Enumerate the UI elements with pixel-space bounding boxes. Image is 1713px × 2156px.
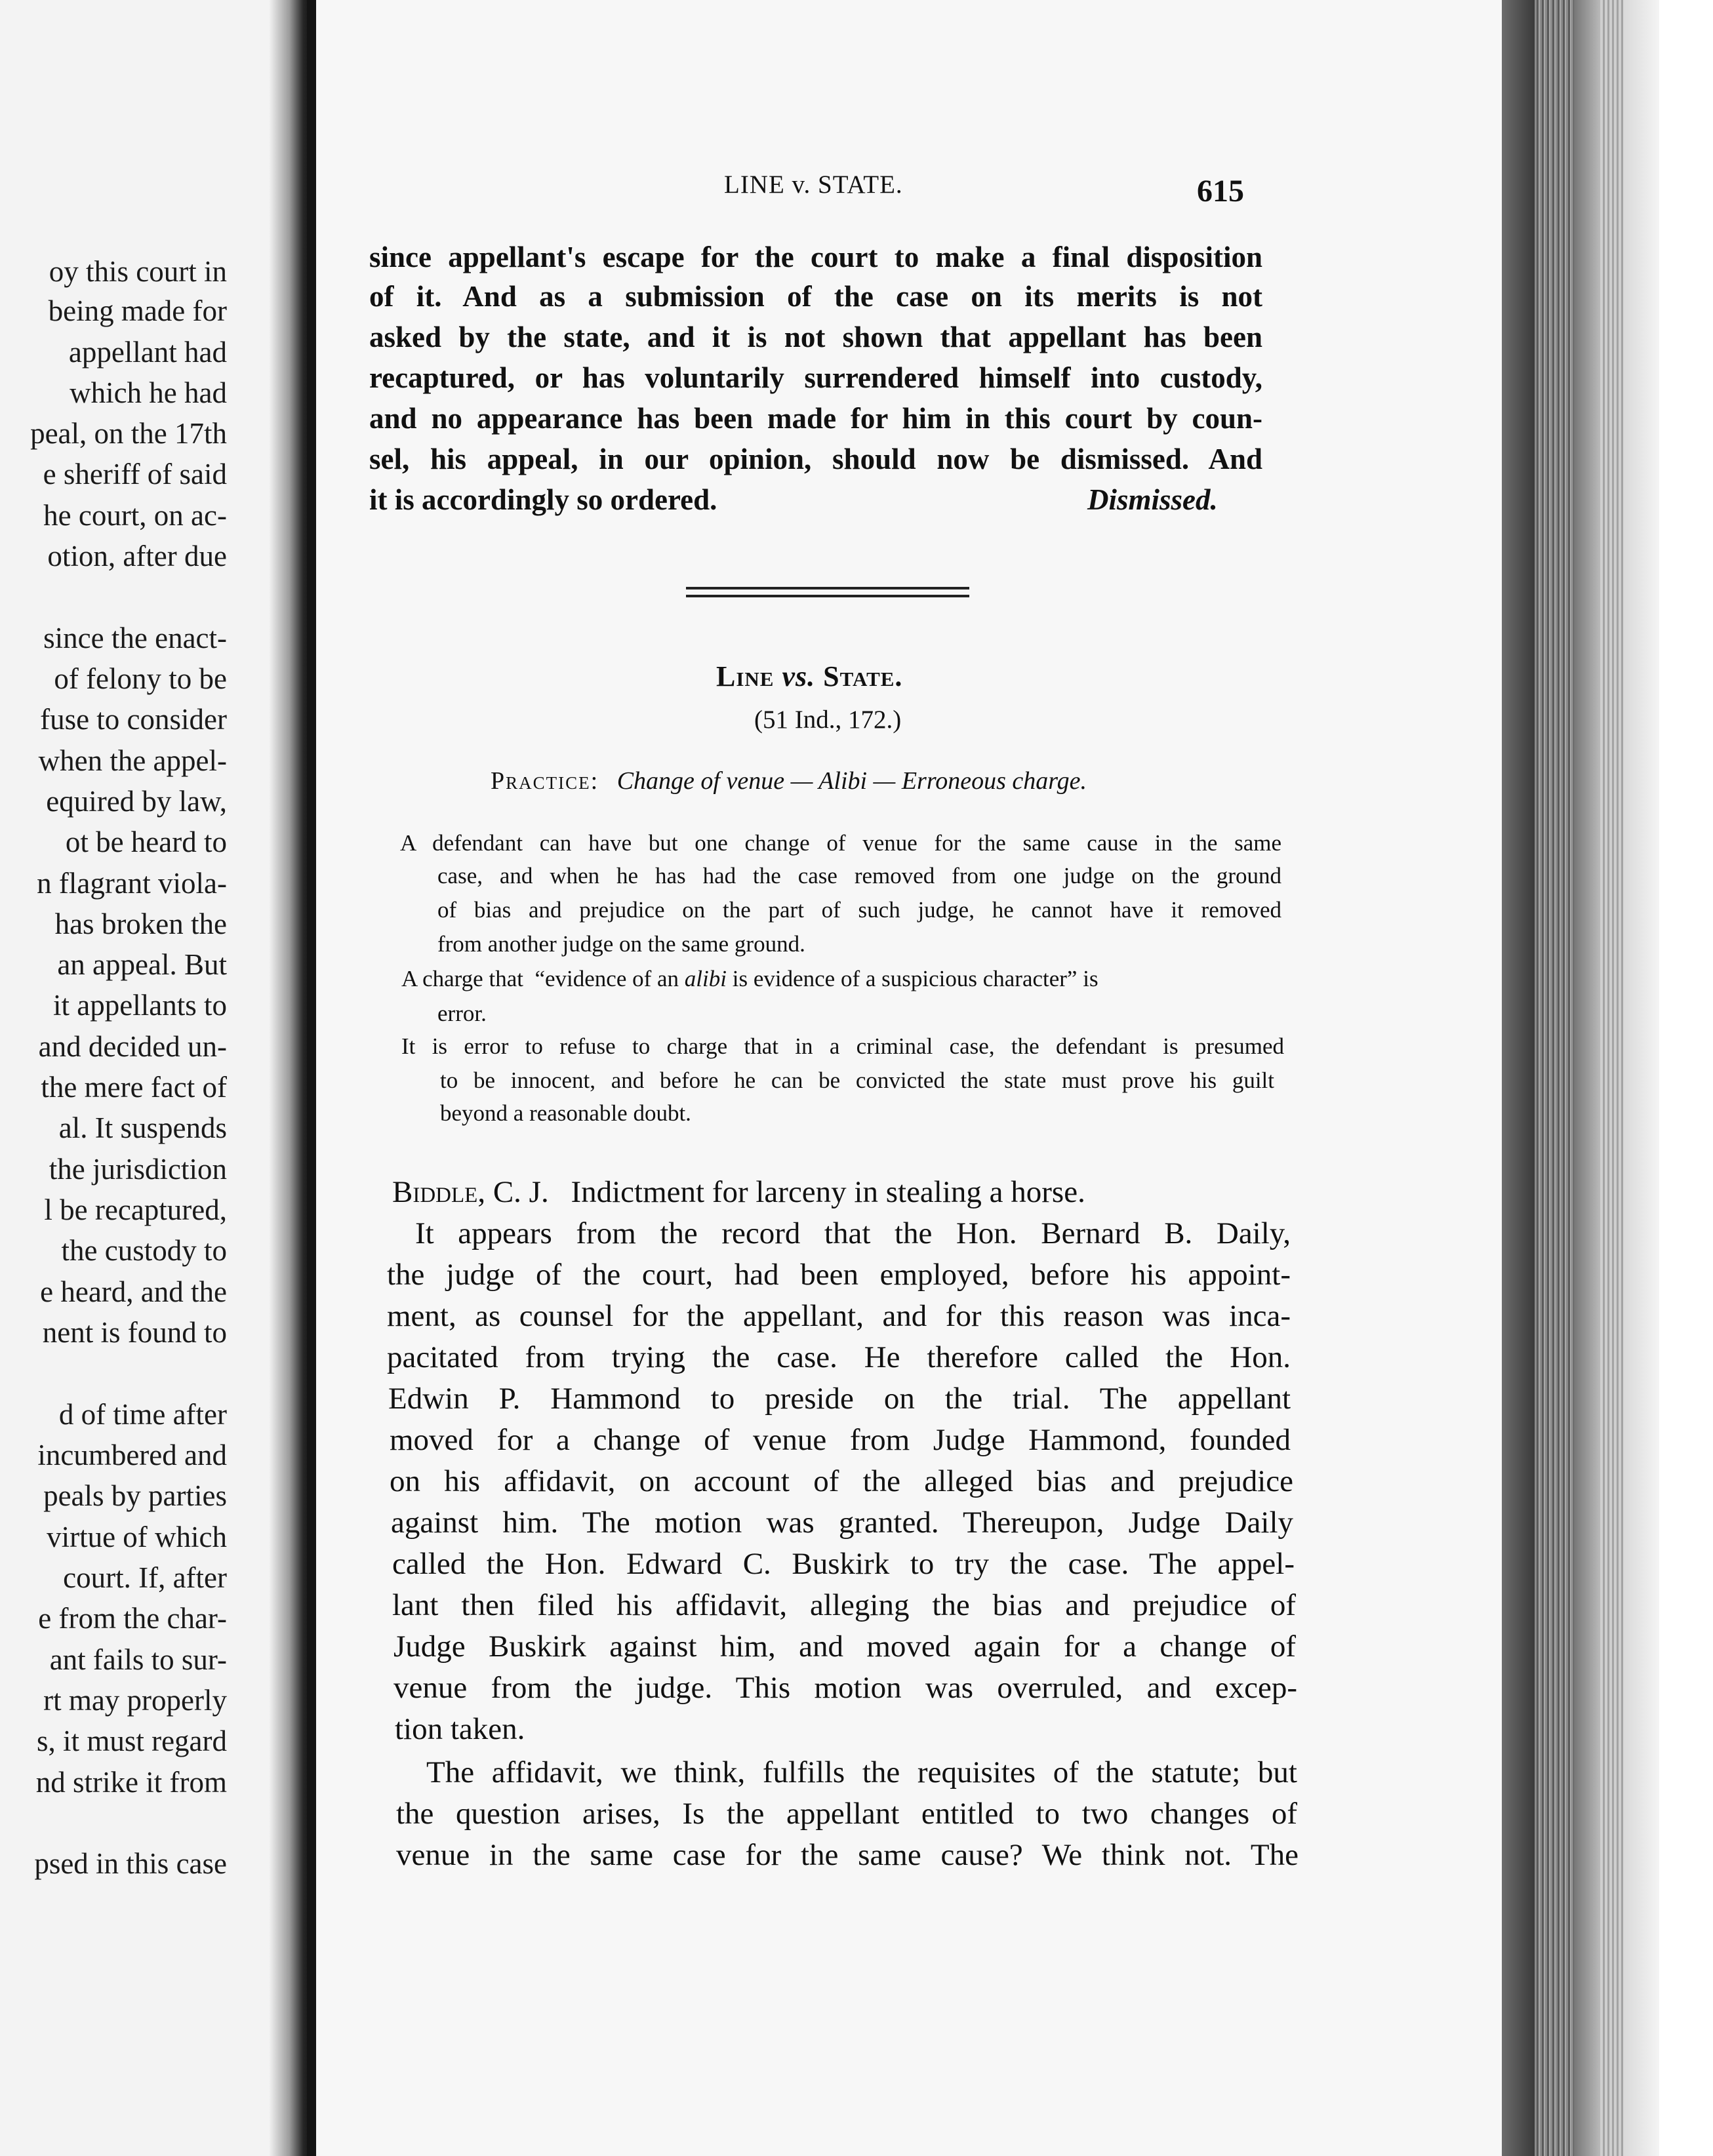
syllabus-line: A defendant can have but one change of venue for the same cause in the same	[400, 830, 1281, 856]
syllabus-line: A charge that “evidence of an alibi is evidence of a suspicious character” is	[401, 966, 1098, 991]
practice-label: Practice:	[491, 767, 599, 795]
text-line: and no appearance has been made for him in this court by coun-	[369, 402, 1262, 435]
running-head: LINE v. STATE.	[724, 170, 903, 199]
opinion-line: venue in the same case for the same cause? We think not. The	[396, 1838, 1299, 1872]
left-page-line: he court, on ac-	[43, 499, 227, 532]
syllabus-line: of bias and prejudice on the part of such judge, he cannot have it removed	[437, 897, 1281, 923]
left-page-line: s, it must regard	[37, 1725, 227, 1757]
syllabus-line: beyond a reasonable doubt.	[440, 1100, 691, 1126]
left-page-line: which he had	[70, 376, 227, 409]
text-line: it is accordingly so ordered.	[369, 483, 717, 516]
opinion-line: It appears from the record that the Hon. Bernard B. Daily,	[415, 1216, 1291, 1250]
left-page-line: being made for	[48, 294, 227, 327]
left-page-line: appellant had	[68, 336, 227, 369]
left-page-line: al. It suspends	[58, 1111, 227, 1144]
left-page-line: since the enact-	[43, 622, 227, 654]
left-page-line: e heard, and the	[40, 1275, 227, 1308]
left-page-line: court. If, after	[63, 1561, 227, 1594]
opinion-line: the question arises, Is the appellant entitled to two changes of	[396, 1797, 1297, 1831]
opinion-line: Judge Buskirk against him, and moved again for a change of	[393, 1629, 1296, 1664]
left-page-line: e sheriff of said	[43, 458, 227, 490]
left-page-line: has broken the	[54, 908, 227, 940]
left-page-line: e from the char-	[38, 1602, 227, 1635]
left-page-line: fuse to consider	[40, 703, 227, 736]
page-number: 615	[1197, 174, 1244, 209]
left-page-line: d of time after	[58, 1398, 227, 1431]
opinion-line: on his affidavit, on account of the alleged bias and prejudice	[390, 1464, 1293, 1498]
left-page-line: peals by parties	[43, 1479, 227, 1512]
left-page-line: rt may properly	[43, 1684, 227, 1717]
left-page-line: peal, on the 17th	[30, 417, 227, 450]
text-line: of it. And as a submission of the case on its merits is not	[369, 280, 1262, 313]
text-line: sel, his appeal, in our opinion, should now be dismissed. And	[369, 443, 1262, 475]
opinion-first-line: Biddle, C. J. Indictment for larceny in stealing a horse.	[392, 1175, 1085, 1209]
syllabus-line: error.	[437, 1001, 487, 1026]
practice-topics: Change of venue — Alibi — Erroneous charge.	[616, 767, 1087, 795]
syllabus-line: to be innocent, and before he can be convicted the state must prove his guilt	[440, 1068, 1274, 1093]
case-title: Line vs. State.	[716, 660, 903, 692]
left-facing-page	[0, 0, 287, 2156]
book-page-edges	[1502, 0, 1713, 2156]
practice-headnote	[491, 769, 1087, 793]
left-page-line: n flagrant viola-	[37, 867, 227, 900]
opinion-line: lant then filed his affidavit, alleging the bias and prejudice of	[392, 1588, 1296, 1622]
text-line: asked by the state, and it is not shown that appellant has been	[369, 321, 1262, 353]
left-page-line: the custody to	[61, 1234, 227, 1267]
left-page-line: it appellants to	[53, 989, 227, 1022]
separator-rule-top	[686, 587, 969, 589]
case-citation: (51 Ind., 172.)	[754, 706, 902, 734]
opinion-line: The affidavit, we think, fulfills the requisites of the statute; but	[426, 1755, 1297, 1789]
opinion-line: Edwin P. Hammond to preside on the trial. The appellant	[388, 1382, 1291, 1416]
left-page-line: ot be heard to	[65, 826, 227, 858]
opinion-line: the judge of the court, had been employed, before his appoint-	[387, 1258, 1291, 1292]
left-page-line: psed in this case	[34, 1847, 227, 1880]
left-page-line: when the appel-	[38, 744, 227, 777]
left-page-line: virtue of which	[47, 1521, 227, 1553]
opinion-line: pacitated from trying the case. He therefore called the Hon.	[387, 1340, 1291, 1374]
text-line: since appellant's escape for the court to make a final disposition	[369, 241, 1262, 273]
disposition: Dismissed.	[1087, 483, 1218, 516]
left-page-line: oy this court in	[49, 255, 227, 288]
left-page-line: the jurisdiction	[49, 1153, 227, 1186]
opinion-line: moved for a change of venue from Judge Hammond, founded	[390, 1423, 1291, 1457]
syllabus-line: It is error to refuse to charge that in a criminal case, the defendant is presumed	[401, 1033, 1284, 1059]
left-page-line: otion, after due	[47, 540, 227, 572]
syllabus-line: from another judge on the same ground.	[437, 931, 805, 957]
judge-name: Biddle, C. J.	[392, 1175, 549, 1209]
left-page-line: l be recaptured,	[44, 1193, 227, 1226]
opinion-line: called the Hon. Edward C. Buskirk to try the case. The appel-	[392, 1547, 1295, 1581]
left-page-line: of felony to be	[54, 662, 227, 695]
opinion-line: ment, as counsel for the appellant, and for this reason was inca-	[387, 1299, 1291, 1333]
opinion-line: against him. The motion was granted. Thereupon, Judge Daily	[391, 1506, 1293, 1540]
opinion-line: venue from the judge. This motion was overruled, and excep-	[393, 1671, 1297, 1705]
left-page-line: an appeal. But	[57, 948, 227, 981]
text-line: recaptured, or has voluntarily surrendered himself into custody,	[369, 361, 1262, 394]
left-page-line: and decided un-	[38, 1030, 227, 1063]
syllabus-line: case, and when he has had the case removed from one judge on the ground	[437, 863, 1281, 888]
opinion-line: tion taken.	[395, 1712, 525, 1746]
left-page-line: ant fails to sur-	[49, 1643, 227, 1676]
left-page-line: nd strike it from	[35, 1766, 227, 1799]
left-page-line: incumbered and	[37, 1439, 227, 1471]
left-page-line: the mere fact of	[41, 1071, 227, 1104]
left-page-line: equired by law,	[46, 785, 227, 818]
left-page-line: nent is found to	[42, 1316, 227, 1349]
separator-rule-bottom	[686, 595, 969, 597]
